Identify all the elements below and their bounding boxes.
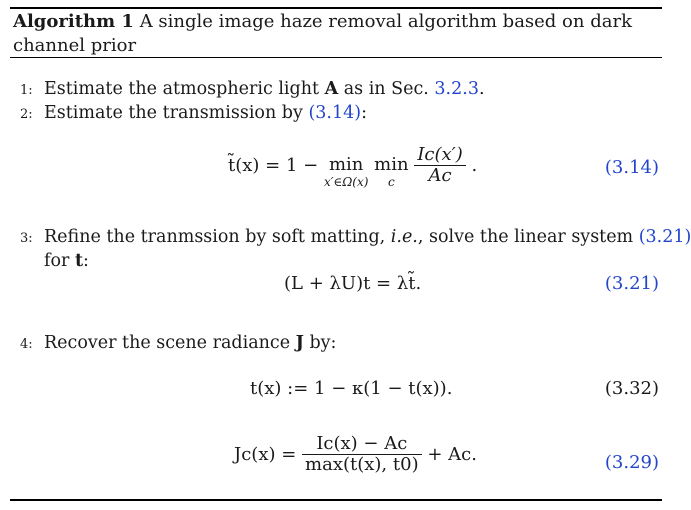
numerator: Ic(x) − Ac bbox=[302, 434, 422, 455]
fraction bbox=[302, 434, 422, 475]
numerator: Ic(x′) bbox=[414, 145, 465, 166]
step-2 bbox=[20, 102, 367, 126]
step-number: 1: bbox=[20, 83, 33, 98]
equation-ref-link[interactable]: (3.21) bbox=[638, 227, 691, 247]
equation-tag[interactable]: (3.29) bbox=[604, 452, 659, 473]
step-text: as in Sec. bbox=[338, 79, 435, 99]
equation-lhs: t̃(x) = 1 − bbox=[228, 155, 319, 176]
step-text: for bbox=[44, 251, 75, 271]
equation-3-29 bbox=[234, 434, 477, 475]
step-number: 3: bbox=[20, 231, 33, 246]
equation-3-14 bbox=[228, 145, 477, 189]
equation-tag: (3.32) bbox=[604, 378, 659, 399]
caption-rule bbox=[10, 57, 662, 58]
equation-lhs: Jc(x) = bbox=[234, 444, 297, 465]
algorithm-caption bbox=[13, 10, 659, 58]
equation-ref-link[interactable]: (3.14) bbox=[308, 103, 362, 123]
step-text: Estimate the transmission by bbox=[44, 103, 309, 123]
step-text: by: bbox=[303, 333, 337, 353]
fraction bbox=[414, 145, 465, 186]
symbol-t: t bbox=[74, 251, 84, 271]
denominator: Ac bbox=[428, 165, 452, 186]
step-text: Estimate the atmospheric light bbox=[44, 79, 325, 99]
min-operator bbox=[324, 155, 368, 189]
section-ref-link[interactable]: 3.2.3 bbox=[434, 79, 479, 99]
step-number: 4: bbox=[20, 337, 33, 352]
min-op: min bbox=[328, 154, 364, 175]
equation-3-32: t(x) := 1 − κ(1 − t(x)). bbox=[250, 378, 453, 399]
equation-tag[interactable]: (3.14) bbox=[604, 157, 659, 178]
equation-tail: + Ac. bbox=[427, 444, 477, 465]
step-text: : bbox=[361, 103, 367, 123]
step-text: , solve the linear system bbox=[417, 227, 639, 247]
symbol-A: A bbox=[324, 79, 339, 99]
step-text: : bbox=[83, 251, 89, 271]
equation-tail: . bbox=[471, 155, 478, 176]
step-1 bbox=[20, 78, 485, 102]
step-text: i.e. bbox=[390, 227, 418, 247]
step-text: . bbox=[478, 79, 485, 99]
algorithm-title: A single image haze removal algorithm based on dark channel prior bbox=[13, 11, 632, 56]
step-number: 2: bbox=[20, 107, 33, 122]
step-4 bbox=[20, 332, 336, 356]
equation-3-21: (L + λU)t = λt̃. bbox=[284, 273, 422, 294]
step-3 bbox=[20, 226, 691, 250]
algorithm-label: Algorithm 1 bbox=[13, 11, 134, 32]
step-text: Refine the tranmssion by soft matting, bbox=[44, 227, 391, 247]
step-3-continuation bbox=[44, 250, 89, 272]
top-rule bbox=[10, 7, 662, 9]
min-subscript: x′∈Ω(x) bbox=[323, 175, 369, 189]
denominator: max(t(x), t0) bbox=[305, 454, 419, 475]
symbol-J: J bbox=[295, 333, 304, 353]
bottom-rule bbox=[10, 499, 662, 501]
equation-tag[interactable]: (3.21) bbox=[604, 273, 659, 294]
step-text: Recover the scene radiance bbox=[44, 333, 296, 353]
min-subscript: c bbox=[388, 175, 395, 189]
min-op: min bbox=[374, 154, 409, 175]
min-operator bbox=[374, 155, 408, 189]
